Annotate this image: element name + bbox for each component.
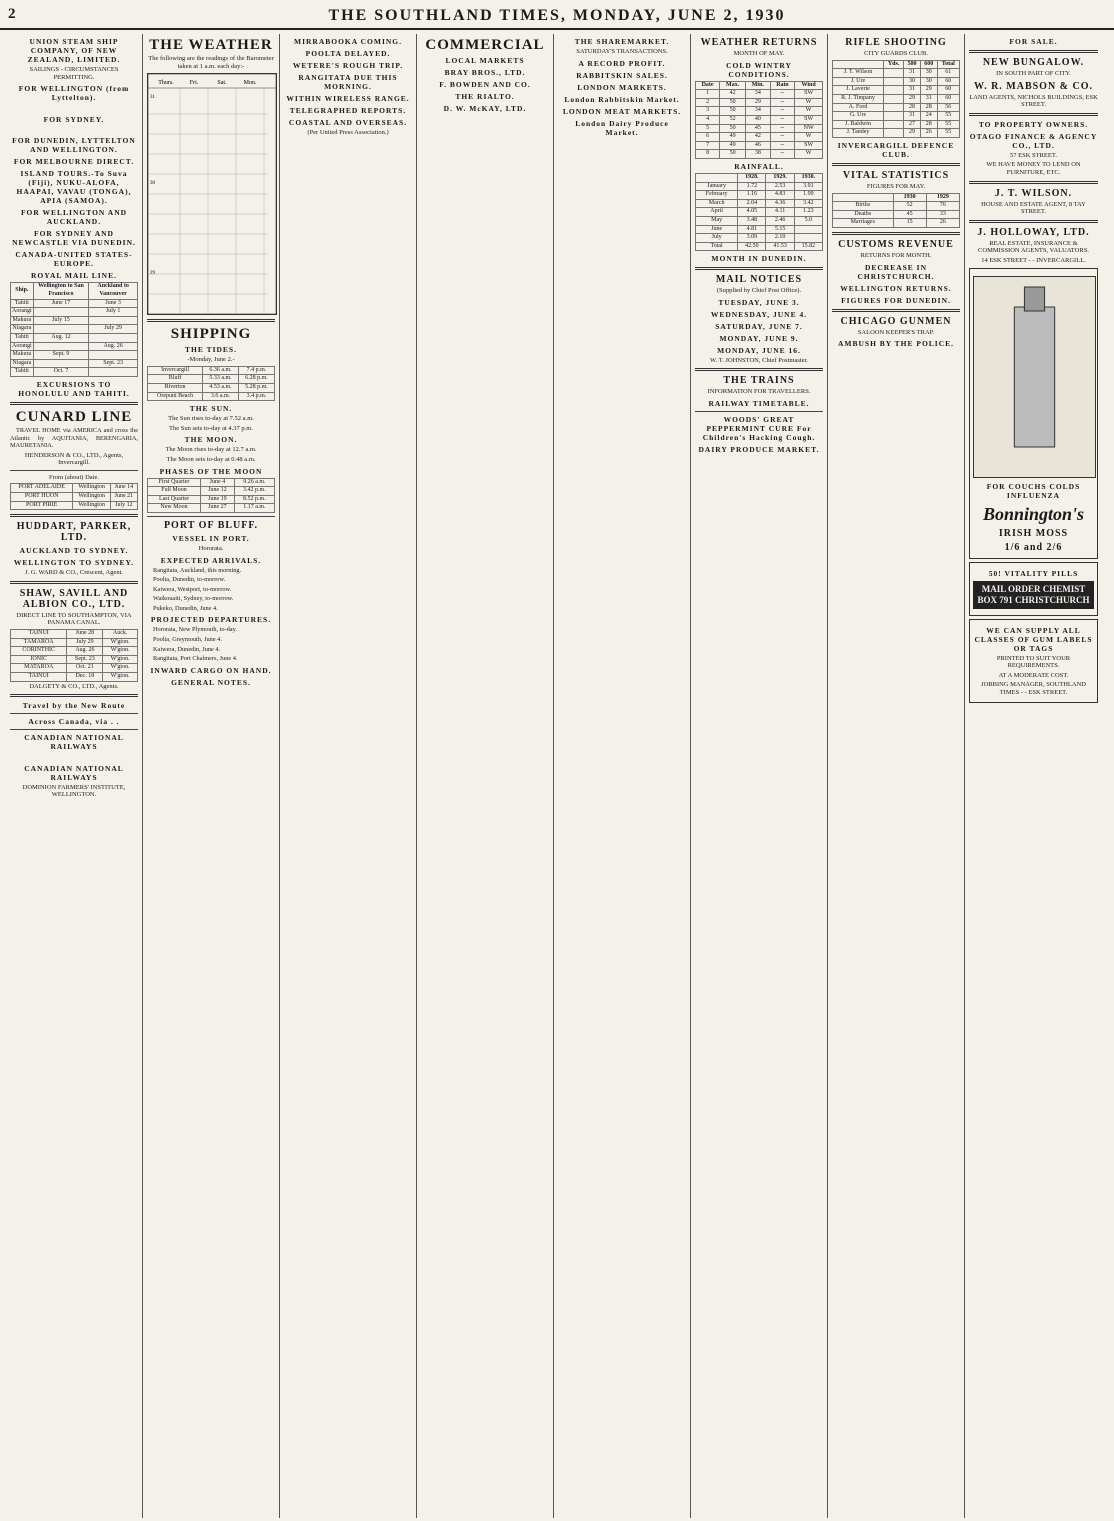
- shaw-ships-table: [10, 629, 138, 682]
- chart-tick-31: 31: [150, 95, 155, 101]
- table-row: May 3.48 2.46 5.0: [696, 216, 823, 225]
- list-item: Kaiwera, Dunedin, June 4.: [153, 645, 221, 653]
- tides-date: -Monday, June 2.-: [187, 356, 235, 364]
- mail-sub: (Supplied by Chief Post Office).: [716, 287, 802, 295]
- rabbitskin-sales: RABBITSKIN SALES.: [576, 70, 668, 80]
- otago-finance: OTAGO FINANCE & AGENCY CO., LTD.: [969, 131, 1098, 150]
- weather-sub: The following are the readings of the Barometer taken at 1 a.m. each day:-: [148, 55, 274, 70]
- rialto: THE RIALTO.: [455, 92, 515, 101]
- list-item: Poolta, Greymouth, June 4.: [153, 636, 222, 644]
- union-item-7: FOR SYDNEY AND NEWCASTLE VIA DUNEDIN.: [12, 229, 136, 248]
- table-row: G. Ure 31 24 55: [833, 112, 960, 121]
- page-number: 2: [8, 6, 16, 22]
- masthead: [0, 6, 1114, 30]
- table-row: PORT PIRIE Wellington July 12: [11, 501, 138, 510]
- column-4: [417, 34, 554, 1518]
- table-row: Tahiti June 17 June 3: [11, 299, 138, 308]
- table-row: J. T. Wilson 31 30 61: [833, 69, 960, 78]
- list-item: Poolta, Dunedin, to-morrow.: [153, 576, 226, 584]
- union-item-2: FOR SYDNEY.: [43, 114, 105, 124]
- table-row: April 4.05 4.11 1.23: [696, 208, 823, 217]
- mail-notices: MAIL NOTICES: [715, 274, 803, 286]
- across-canada: Across Canada, via . .: [28, 717, 120, 727]
- customs-revenue: CUSTOMS REVENUE: [838, 238, 954, 250]
- table-row: Tahiti Oct. 7: [11, 368, 138, 377]
- union-item-1: FOR WELLINGTON (from Lyttelton).: [18, 84, 130, 103]
- invercargill-defence: INVERCARGILL DEFENCE CLUB.: [837, 140, 955, 159]
- ambush-police: AMBUSH BY THE POLICE.: [837, 339, 955, 349]
- vessel: Hororata.: [198, 544, 224, 552]
- union-item-4: FOR MELBOURNE DIRECT.: [13, 157, 135, 167]
- henderson: HENDERSON & CO., LTD., Agents, Invercargill.: [24, 451, 124, 467]
- table-row: Deaths 45 33: [833, 210, 960, 219]
- rangitata-due: RANGITATA DUE THIS MORNING.: [298, 73, 398, 91]
- the-trains: THE TRAINS: [723, 375, 795, 387]
- huddart-parker: HUDDART, PARKER, LTD.: [16, 521, 132, 544]
- list-item: Waikouaiti, Sydney, to-morrow.: [153, 595, 234, 603]
- month-of-may: MONTH OF MAY.: [733, 50, 785, 57]
- cure-top: FOR COUCHS COLDS INFLUENZA: [986, 481, 1081, 500]
- wilson-sub: HOUSE AND ESTATE AGENT, 8 TAY STREET.: [981, 200, 1086, 216]
- chart-day-sat: Sat.: [217, 80, 227, 87]
- vitality-ad: [969, 562, 1098, 616]
- table-row: Niagara July 29: [11, 325, 138, 334]
- vital-table: 1930 1929 Births 52 76 Deaths 45 33 Marriages 15 26: [832, 193, 960, 228]
- otago-sub: 57 ESK STREET.: [1009, 151, 1057, 159]
- table-row: Marriages 15 26: [833, 219, 960, 228]
- union-item-6: FOR WELLINGTON AND AUCKLAND.: [20, 208, 128, 227]
- general-title: GENERAL NOTES.: [171, 677, 251, 687]
- london-rabbitskin: London Rabbitskin Market.: [564, 94, 680, 104]
- bonningtons: Bonnington's: [982, 503, 1085, 524]
- table-row: Aorangi July 1: [11, 308, 138, 317]
- weather-table: Date Max. Min. Rain Wind 1 42 34 -- SW 2 50 29 -- W 3 50 34 -- W 4 52 40 -- SW 5 50 45 -- NW 6 49 42 -- W 7 49 46 -- SW 8 50 38 -- W: [695, 81, 823, 159]
- union-item-3: FOR DUNEDIN, LYTTELTON AND WELLINGTON.: [12, 136, 136, 155]
- railway-timetable: RAILWAY TIMETABLE.: [708, 399, 810, 409]
- table-row: PORT HUON Wellington June 21: [11, 493, 138, 502]
- record-profit: A RECORD PROFIT.: [578, 58, 666, 68]
- table-row: June 4.81 5.15: [696, 225, 823, 234]
- chart-day-thurs: Thurs.: [158, 80, 174, 87]
- dominion-institute: DOMINION FARMERS' INSTITUTE, WELLINGTON.: [22, 783, 126, 799]
- south-part: IN SOUTH PART OF CITY.: [996, 70, 1071, 77]
- wireless-range: WITHIN WIRELESS RANGE.: [286, 94, 410, 103]
- canadian-national-footer: CANADIAN NATIONAL RAILWAYS: [24, 763, 124, 782]
- saloon-trap: SALOON KEEPER'S TRAP.: [857, 328, 935, 336]
- barometer-chart: [147, 73, 277, 315]
- column-6: WEATHER RETURNS MONTH OF MAY. COLD WINTRY CONDITIONS. Date Max. Min. Rain Wind 1 42 34 -- SW 2 50 29 -- W 3 50 34 -- W 4 52 40 -- SW 5 50 45 -- NW 6 49 42 -- W 7 49 46 -- SW 8 50 38 -- W RAINFALL. 1928. 1929. 1930. January 1.72 2.53 3.91 February 1.16 4.83 1.99 March 2.04 4.36 3.42 April 4.05 4.11 1.23 May 3.48 2.46 5.0 June 4.81 5.15 July 3.09 2.10 Total 42.50 41.53 15.82 MONTH IN DUNEDIN. MAIL NOTICES (Supplied by Chief Post Office). TUESDAY, JUNE 3. WEDNESDAY, JUNE 4. SATURDAY, JUNE 7. MONDAY, JUNE 9. MONDAY, JUNE 16. W. T. JOHNSTON, Chief Postmaster. THE TRAINS INFORMATION FOR TRAVELLERS. RAILWAY TIMETABLE. WOODS' GREAT PEPPERMINT CURE For Children's Hacking Cough. DAIRY PRODUCE MARKET.: [691, 34, 828, 1518]
- table-row: 8 50 38 -- W: [696, 150, 823, 159]
- huddart-item-1: AUCKLAND TO SYDNEY.: [19, 546, 129, 556]
- gum-labels-ad: [969, 619, 1098, 703]
- table-row: 7 49 46 -- SW: [696, 141, 823, 150]
- table-row: First Quarter June 4 9.26 a.m.: [148, 478, 275, 487]
- phases-title: PHASES OF THE MOON: [159, 466, 263, 476]
- commercial-title: COMMERCIAL: [425, 37, 545, 53]
- press-assoc: (Per United Press Association.): [307, 129, 389, 136]
- table-row: Makura Sept. 9: [11, 351, 138, 360]
- table-row: Births 52 76: [833, 202, 960, 211]
- table-row: CORINTHIC Aug. 26 W'gton.: [11, 647, 138, 656]
- vital-statistics: VITAL STATISTICS: [842, 169, 950, 181]
- dalgety: DALGETY & CO., LTD., Agents.: [29, 682, 119, 690]
- shipping-title: SHIPPING: [170, 326, 252, 343]
- weteres-trip: WETERE'S ROUGH TRIP.: [292, 61, 404, 70]
- jobbing-manager: JOBBING MANAGER, SOUTHLAND TIMES - - ESK STREET.: [981, 681, 1086, 696]
- johnston: W. T. JOHNSTON, Chief Postmaster.: [710, 356, 808, 364]
- column-8: [965, 34, 1102, 1518]
- cunard-line: CUNARD LINE: [15, 408, 133, 425]
- travel-new-route: Travel by the New Route: [22, 701, 126, 711]
- for-sale: FOR SALE.: [1009, 37, 1058, 46]
- mabson-co: W. R. MABSON & CO.: [973, 80, 1094, 92]
- table-row: 2 50 29 -- W: [696, 98, 823, 107]
- inward-title: INWARD CARGO ON HAND.: [150, 665, 272, 675]
- table-row: January 1.72 2.53 3.91: [696, 182, 823, 191]
- table-row: IONIC Sept. 23 W'gton.: [11, 655, 138, 664]
- column-3: [280, 34, 417, 1518]
- chicago-gunmen: CHICAGO GUNMEN: [840, 315, 952, 327]
- list-item: Rangitata, Port Chalmers, June 4.: [153, 655, 238, 663]
- table-row: 4 52 40 -- SW: [696, 115, 823, 124]
- rainfall-table: 1928. 1929. 1930. January 1.72 2.53 3.91 February 1.16 4.83 1.99 March 2.04 4.36 3.42 April 4.05 4.11 1.23 May 3.48 2.46 5.0 June 4.81 5.15 July 3.09 2.10 Total 42.50 41.53 15.82: [695, 173, 823, 251]
- bonningtons-ad: [969, 268, 1098, 559]
- weather-title: THE WEATHER: [149, 37, 273, 53]
- coastal-overseas: COASTAL AND OVERSEAS.: [288, 118, 408, 127]
- canada-title: CANADA-UNITED STATES-EUROPE.: [15, 250, 133, 269]
- sailing-table: Ship. Wellington to San Francisco Auckland to Vancouver Tahiti June 17 June 3 Aorangi July 1 Makura July 15 Niagara July 29 Tahiti Aug. 12 Aorangi Aug. 26 Makura Sept. 9 Niagara Sept. 23 Tahiti Oct. 7: [10, 282, 138, 377]
- columns: [6, 34, 1108, 1518]
- local-markets: LOCAL MARKETS: [445, 56, 525, 65]
- london-markets: LONDON MARKETS.: [577, 82, 667, 92]
- sun-title: THE SUN.: [189, 404, 233, 414]
- projected-title: PROJECTED DEPARTURES.: [150, 615, 272, 625]
- vessel-title: VESSEL IN PORT.: [172, 533, 250, 543]
- gum-labels: WE CAN SUPPLY ALL CLASSES OF GUM LABELS OR TAGS: [974, 625, 1093, 653]
- table-row: R. J. Timpany 29 31 60: [833, 94, 960, 103]
- rainfall: RAINFALL.: [734, 161, 784, 171]
- vitality-pills: 50! VITALITY PILLS: [988, 568, 1079, 578]
- mail-order-chemist: MAIL ORDER CHEMIST BOX 791 CHRISTCHURCH: [973, 581, 1094, 609]
- chart-tick-30: 30: [150, 181, 155, 187]
- returns-month: RETURNS FOR MONTH.: [860, 251, 932, 259]
- list-item: Rangitata, Auckland, this morning.: [153, 566, 242, 574]
- table-row: July 3.09 2.10: [696, 234, 823, 243]
- newspaper-title: THE SOUTHLAND TIMES, MONDAY, JUNE 2, 1930: [328, 7, 786, 24]
- table-row: 1 42 34 -- SW: [696, 90, 823, 99]
- port-table: [10, 483, 138, 510]
- table-row: J. Tandey 29 26 55: [833, 129, 960, 138]
- table-row: Aorangi Aug. 26: [11, 342, 138, 351]
- price: 1/6 and 2/6: [1004, 541, 1063, 553]
- table-row: Riverton 4.53 a.m. 5.28 p.m.: [148, 383, 275, 392]
- rifle-shooting: RIFLE SHOOTING: [845, 37, 947, 48]
- tides-table: [147, 366, 275, 401]
- bottle-illustration: [973, 276, 1096, 478]
- moderate-cost: AT A MODERATE COST.: [998, 671, 1069, 679]
- mabson-sub: LAND AGENTS, NICHOLS BUILDINGS, ESK STREET.: [969, 93, 1098, 109]
- london-dairy: London Dairy Produce Market.: [575, 118, 669, 137]
- table-row: TAINUI June 28 Auck.: [11, 630, 138, 639]
- sharemarket: THE SHAREMARKET.: [574, 37, 670, 46]
- list-item: Kaiwera, Westport, to-morrow.: [153, 585, 232, 593]
- mirrabooka: MIRRABOOKA COMING.: [294, 37, 402, 46]
- table-row: March 2.04 4.36 3.42: [696, 199, 823, 208]
- chart-tick-29: 29: [150, 271, 155, 277]
- union-title: UNION STEAM SHIP COMPANY, OF NEW ZEALAND, LIMITED.: [27, 37, 121, 64]
- bray-bros: BRAY BROS., LTD.: [444, 68, 526, 77]
- figures-may: FIGURES FOR MAY.: [866, 182, 926, 190]
- table-row: J. Baldwin 27 28 55: [833, 120, 960, 129]
- phases-table: [147, 478, 275, 513]
- decrease-christchurch: DECREASE IN CHRISTCHURCH.: [857, 262, 935, 281]
- expected-title: EXPECTED ARRIVALS.: [160, 555, 262, 565]
- chart-day-mon: Mon.: [243, 80, 257, 87]
- table-row: Orepuni Beach 3.6 a.m. 3.4 p.m.: [148, 392, 275, 401]
- woods-peppermint: WOODS' GREAT PEPPERMINT CURE For Children's Hacking Cough.: [702, 415, 816, 443]
- mckay-ltd: D. W. McKAY, LTD.: [443, 104, 527, 113]
- table-row: Bluff 5.33 a.m. 6.28 p.m.: [148, 375, 275, 384]
- dairy-produce: DAIRY PRODUCE MARKET.: [698, 445, 820, 455]
- table-row: Tahiti Aug. 12: [11, 333, 138, 342]
- wellington-returns: WELLINGTON RETURNS.: [840, 283, 952, 293]
- canadian-national: CANADIAN NATIONAL RAILWAYS: [24, 733, 124, 752]
- column-5: [554, 34, 691, 1518]
- trains-sub: INFORMATION FOR TRAVELLERS.: [707, 388, 811, 396]
- shaw-savill-title: SHAW, SAVILL AND ALBION CO., LTD.: [19, 587, 129, 610]
- list-item: Hororata, New Plymouth, to-day.: [153, 626, 237, 634]
- holloway: J. HOLLOWAY, LTD.: [977, 226, 1090, 238]
- table-row: TAINUI Dec. 18 W'gton.: [11, 673, 138, 682]
- list-item: Pukeko, Dunedin, June 4.: [153, 604, 218, 612]
- column-2: THE WEATHER The following are the readings of the Barometer taken at 1 a.m. each day:- Thurs. Fri. Sat. Mon. 31 30 29 SHIPPING THE TIDES. -Monday, June 2.- Invercargill 6.36 a.m. 7.4 p.m. Bluff 5.33 a.m. 6.28 p.m. Riverton 4.53 a.m. 5.28 p.m. Orepuni Beach 3.6 a.m. 3.4 p.m. THE SUN. The Sun rises to-day at 7.52 a.m. The Sun sets to-day at 4.37 p.m. THE MOON. The Moon rises to-day at 12.7 a.m. The Moon sets to-day at 0.48 a.m. PHASES OF THE MOON First Quarter June 4 9.26 a.m. Full Moon June 12 3.42 p.m. Last Quarter June 19 8.52 p.m. New Moon June 27 1.17 a.m. PORT OF BLUFF. VESSEL IN PORT. Hororata. EXPECTED ARRIVALS. Rangitata, Auckland, this morning. Poolta, Dunedin, to-morrow. Kaiwera, Westport, to-morrow. Waikouaiti, Sydney, to-morrow. Pukeko, Dunedin, June 4. PROJECTED DEPARTURES. Hororata, New Plymouth, to-day. Poolta, Greymouth, June 4. Kaiwera, Dunedin, June 4. Rangitata, Port Chalmers, June 4. INWARD CARGO ON HAND. GENERAL NOTES.: [143, 34, 280, 1518]
- table-row: Last Quarter June 19 8.52 p.m.: [148, 495, 275, 504]
- cold-wintry: COLD WINTRY CONDITIONS.: [726, 60, 792, 79]
- weather-returns: WEATHER RETURNS: [700, 37, 818, 48]
- property-owners: TO PROPERTY OWNERS.: [978, 119, 1089, 129]
- port-bluff: PORT OF BLUFF.: [163, 519, 259, 531]
- telegraphed-reports: TELEGRAPHED REPORTS.: [289, 106, 407, 115]
- moon-title: THE MOON.: [184, 435, 238, 445]
- royal-mail: ROYAL MAIL LINE.: [31, 271, 117, 281]
- port-table-title: From (about) Date.: [48, 473, 99, 481]
- table-row: Makura July 15: [11, 316, 138, 325]
- table-row: MATAROA Oct. 21 W'gton.: [11, 664, 138, 673]
- scores-table: Yds. 500 600 Total J. T. Wilson 31 30 61 J. Ure 30 30 60 J. Laverie 31 29 60 R. J. Timpany 29 31 60 A. Ford 28 28 56 G. Ure 31 24 55 J. Baldwin 27 28 55 J. Tandey 29 26 55: [832, 60, 960, 138]
- union-item-5: ISLAND TOURS.-To Suva (Fiji), NUKU-ALOFA, HAAPAI, VAVAU (TONGA), APIA (SAMOA).: [16, 169, 132, 206]
- month-dunedin: MONTH IN DUNEDIN.: [711, 254, 807, 264]
- table-row: Total 42.50 41.53 15.82: [696, 242, 823, 251]
- holloway-sub: REAL ESTATE, INSURANCE & COMMISSION AGENTS, VALUATORS.: [978, 239, 1089, 255]
- union-intro: SAILINGS - CIRCUMSTANCES PERMITTING.: [29, 66, 119, 81]
- poolta-delayed: POOLTA DELAYED.: [305, 49, 391, 58]
- jt-wilson: J. T. WILSON.: [994, 187, 1073, 199]
- table-row: Niagara Sept. 23: [11, 359, 138, 368]
- money-lend: WE HAVE MONEY TO LEND ON FURNITURE, ETC.: [986, 161, 1081, 176]
- column-7: [828, 34, 965, 1518]
- irish-moss: IRISH MOSS: [998, 527, 1069, 539]
- holloway-addr: 14 ESK STREET - - INVERCARGILL.: [981, 256, 1086, 264]
- printed: PRINTED TO SUIT YOUR REQUIREMENTS.: [996, 654, 1071, 670]
- table-row: 6 49 42 -- W: [696, 133, 823, 142]
- table-row: New Moon June 27 1.17 a.m.: [148, 504, 275, 513]
- table-row: February 1.16 4.83 1.99: [696, 191, 823, 200]
- table-row: 3 50 34 -- W: [696, 107, 823, 116]
- tides-title: THE TIDES.: [185, 345, 237, 355]
- shaw-sub: DIRECT LINE TO SOUTHAMPTON, VIA PANAMA CANAL.: [16, 611, 132, 627]
- excursions: EXCURSIONS TO HONOLULU AND TAHITI.: [18, 379, 130, 398]
- table-row: J. Ure 30 30 60: [833, 77, 960, 86]
- huddart-item-2: WELLINGTON TO SYDNEY.: [13, 558, 135, 568]
- column-1: [6, 34, 143, 1518]
- table-row: Invercargill 6.36 a.m. 7.4 p.m.: [148, 366, 275, 375]
- table-row: J. Laverie 31 29 60: [833, 86, 960, 95]
- chart-day-fri: Fri.: [189, 80, 199, 87]
- filler-text: [10, 104, 138, 112]
- ward-agent: J. G. WARD & CO., Crescent, Agent.: [24, 569, 124, 577]
- table-row: 5 50 45 -- NW: [696, 124, 823, 133]
- new-bungalow: NEW BUNGALOW.: [982, 57, 1085, 68]
- cunard-text: TRAVEL HOME via AMERICA and cross the Atlantic by AQUITANIA, BERENGARIA, MAURETANIA.: [10, 426, 138, 450]
- london-meat: LONDON MEAT MARKETS.: [562, 106, 682, 116]
- table-row: Full Moon June 12 3.42 p.m.: [148, 487, 275, 496]
- table-row: A. Ford 28 28 56: [833, 103, 960, 112]
- table-row: TAMAROA July 29 W'gton.: [11, 638, 138, 647]
- saturday-transactions: SATURDAY'S TRANSACTIONS.: [576, 48, 668, 55]
- bowden-co: F. BOWDEN AND CO.: [439, 80, 531, 89]
- table-row: PORT ADELAIDE Wellington June 14: [11, 484, 138, 493]
- city-guards: CITY GUARDS CLUB.: [864, 50, 928, 57]
- dunedin-figures: FIGURES FOR DUNEDIN.: [841, 295, 951, 305]
